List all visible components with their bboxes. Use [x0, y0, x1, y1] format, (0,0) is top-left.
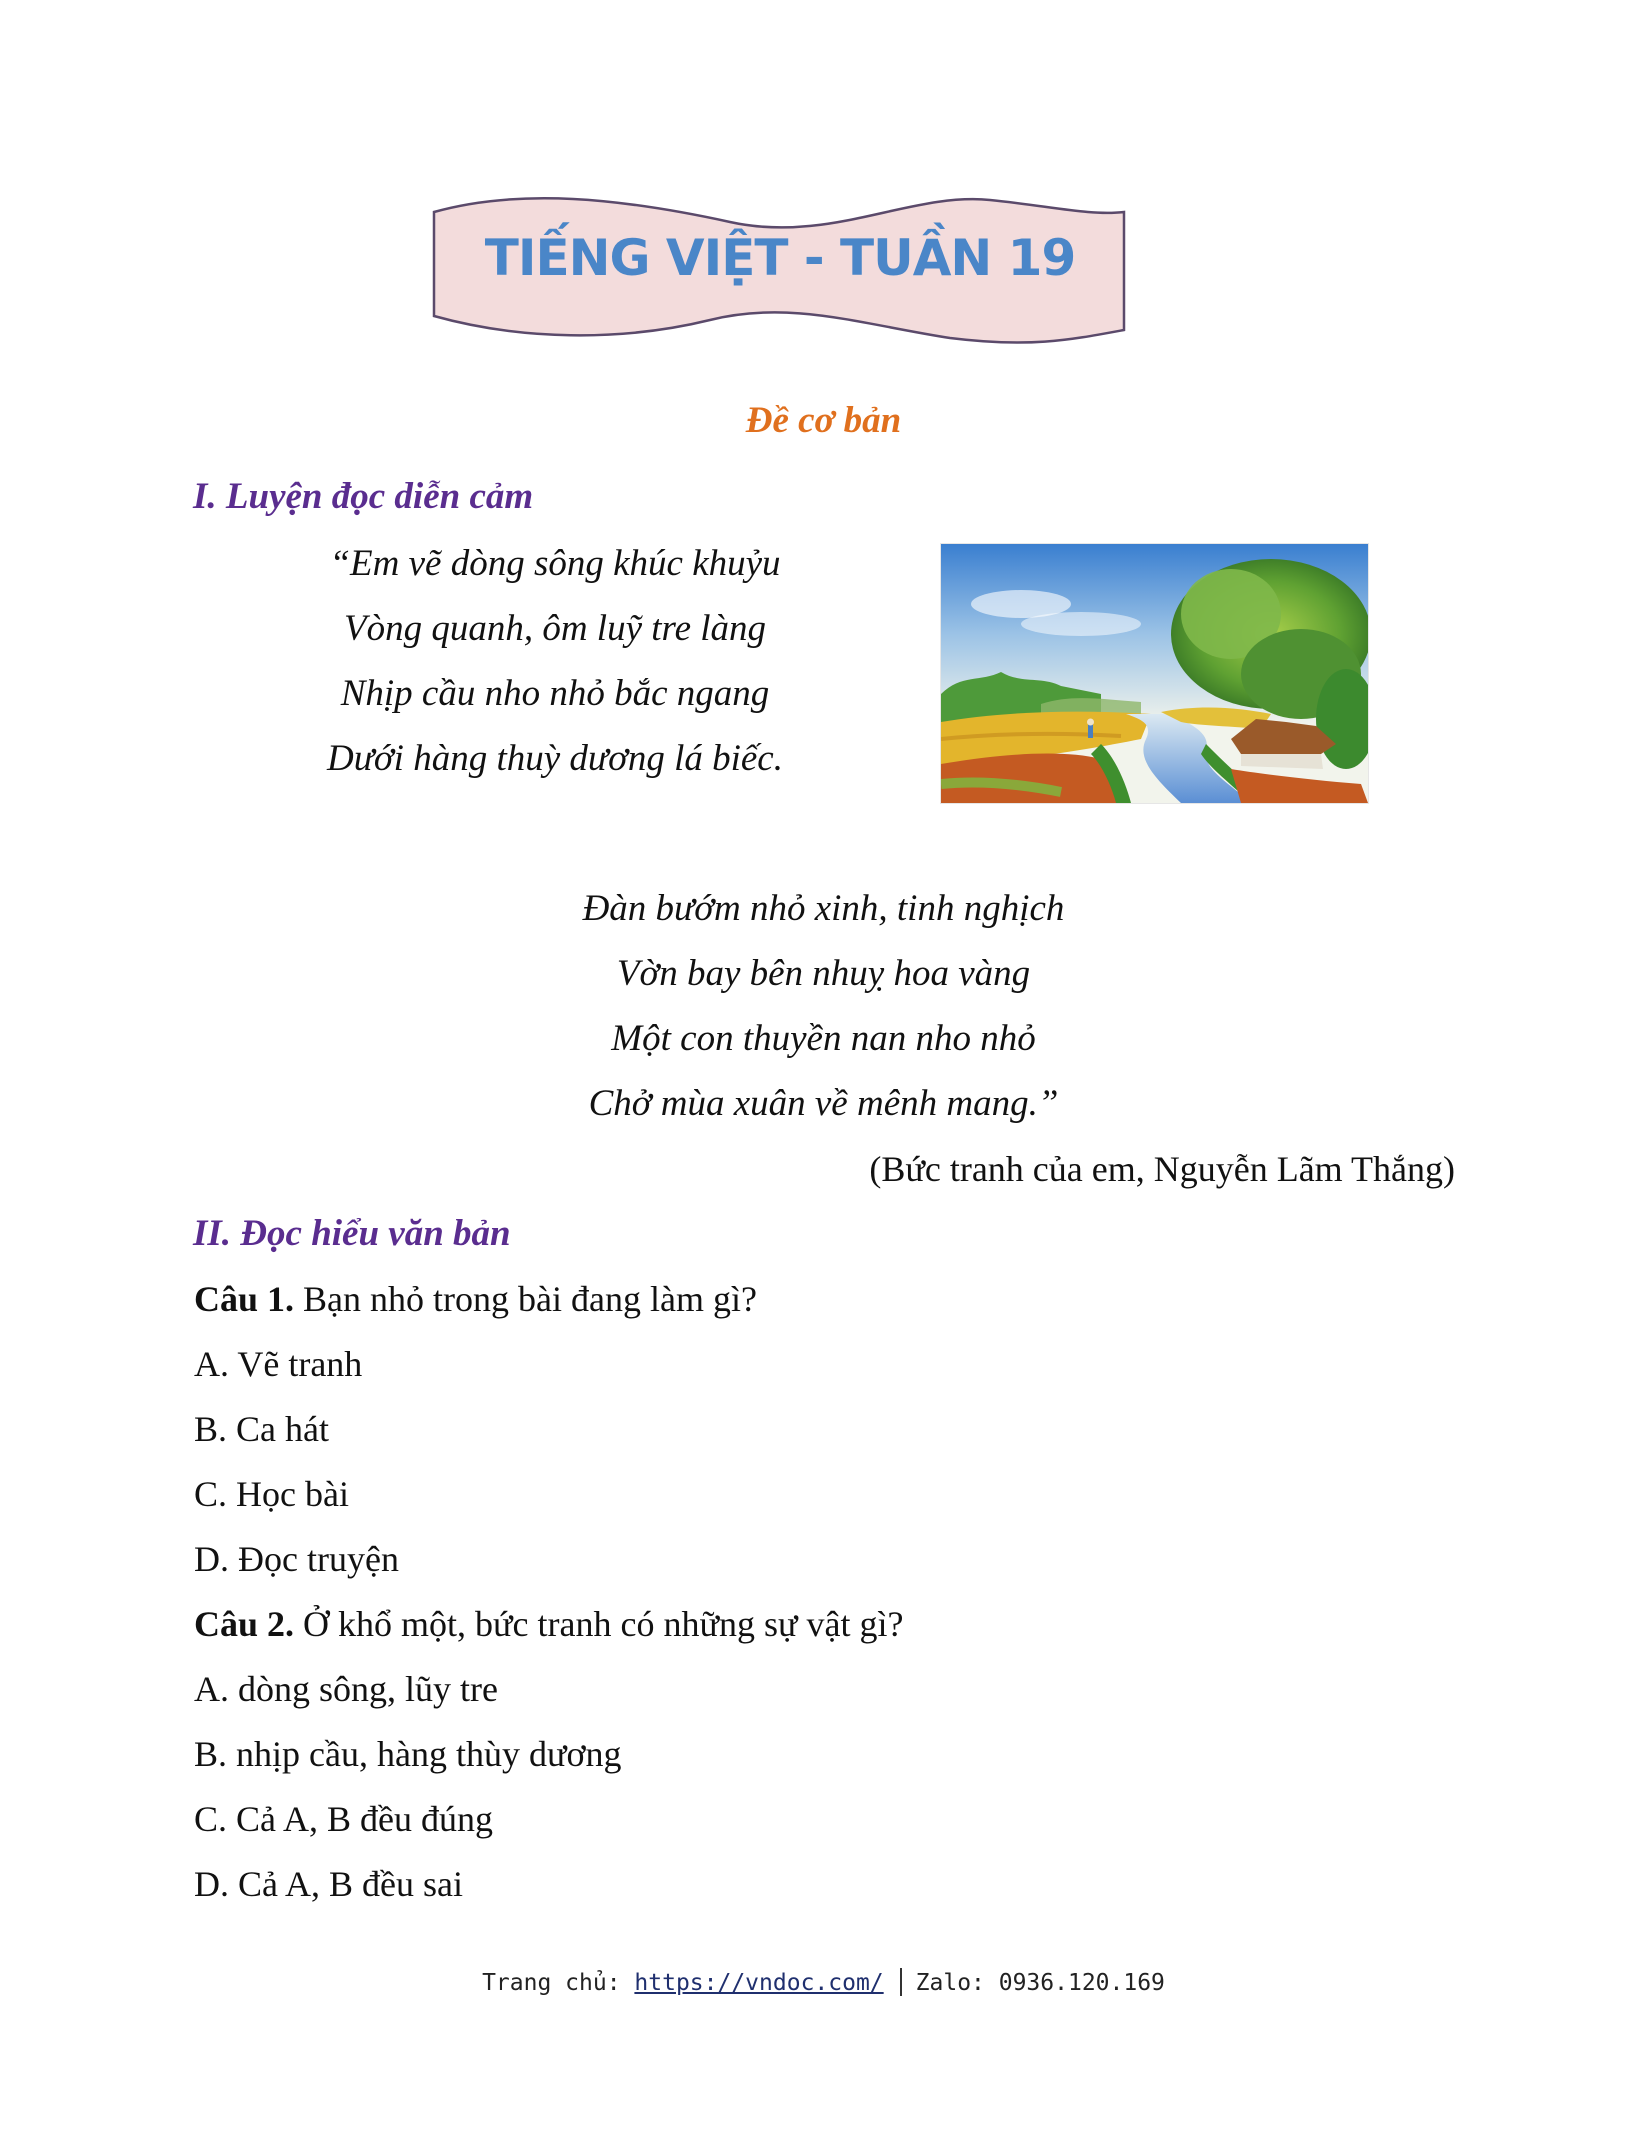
answer-option: C. Học bài — [194, 1474, 349, 1514]
answer-option: D. Cả A, B đều sai — [194, 1864, 463, 1904]
landscape-painting-icon — [941, 544, 1368, 803]
poem-line: Nhịp cầu nho nhỏ bắc ngang — [340, 673, 770, 714]
question-text: Ở khổ một, bức tranh có những sự vật gì? — [294, 1604, 904, 1644]
answer-option: A. dòng sông, lũy tre — [194, 1669, 498, 1709]
poem-line: Dưới hàng thuỳ dương lá biếc. — [327, 738, 783, 779]
question-2 — [194, 1601, 903, 1647]
poem-line: Vòng quanh, ôm luỹ tre làng — [343, 608, 767, 649]
answer-option: D. Đọc truyện — [194, 1539, 399, 1579]
question-text: Bạn nhỏ trong bài đang làm gì? — [294, 1279, 757, 1319]
answer-option: B. Ca hát — [194, 1409, 329, 1449]
question-label: Câu 2. — [194, 1604, 295, 1644]
footer-zalo: Zalo: 0936.120.169 — [915, 1970, 1165, 1996]
poem-line: Đàn bướm nhỏ xinh, tinh nghịch — [582, 888, 1065, 929]
poem-line: Một con thuyền nan nho nhỏ — [611, 1018, 1036, 1059]
footer-home-link[interactable]: https://vndoc.com/ — [634, 1970, 884, 1996]
answer-option: B. nhịp cầu, hàng thùy dương — [194, 1734, 622, 1774]
painting-image — [940, 543, 1369, 804]
section-heading-1: I. Luyện đọc diễn cảm — [193, 476, 534, 517]
subtitle: Đề cơ bản — [745, 400, 902, 441]
answer-option: A. Vẽ tranh — [194, 1344, 363, 1384]
answer-option: C. Cả A, B đều đúng — [194, 1799, 494, 1839]
page-footer — [0, 1968, 1647, 1998]
question-1 — [194, 1276, 757, 1322]
poem-attribution: (Bức tranh của em, Nguyễn Lãm Thắng) — [869, 1149, 1455, 1189]
footer-home-label: Trang chủ: — [482, 1970, 635, 1996]
poem-line: Vờn bay bên nhuỵ hoa vàng — [616, 953, 1031, 994]
title-banner — [430, 190, 1130, 350]
question-label: Câu 1. — [194, 1279, 295, 1319]
page-title: TIẾNG VIỆT - TUẦN 19 — [484, 229, 1076, 287]
footer-separator — [900, 1968, 902, 1996]
section-heading-2: II. Đọc hiểu văn bản — [193, 1213, 511, 1254]
poem-line: Chở mùa xuân về mênh mang.” — [588, 1083, 1059, 1124]
poem-line: “Em vẽ dòng sông khúc khuỷu — [329, 543, 781, 584]
